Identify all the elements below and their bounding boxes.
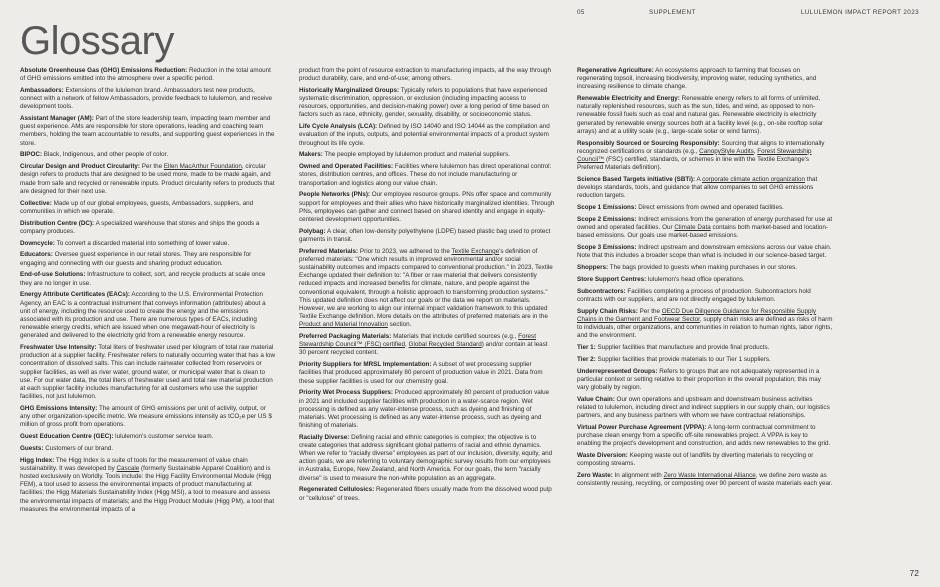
glossary-term: Owned and Operated Facilities: (299, 163, 394, 171)
glossary-definition: Keeping waste out of landfills by diverting materials to recycling or composting streams. (577, 452, 814, 468)
glossary-term: Ambassadors: (20, 87, 64, 94)
glossary-term: Makers: (299, 151, 323, 159)
glossary-definition: A subset of wet processing supplier facilities that produced approximately 80 percent of production value in 2021. Data from these supplier facilities is used for our chemistry goal. (299, 361, 543, 385)
glossary-term: Absolute Greenhouse Gas (GHG) Emissions Reduction: (20, 67, 188, 74)
glossary-term: Guests: (20, 444, 44, 452)
glossary-entry (577, 452, 833, 468)
glossary-term: Waste Diversion: (577, 452, 628, 460)
glossary-column-1 (20, 67, 276, 518)
glossary-entry (577, 244, 833, 260)
glossary-link[interactable]: CanopyStyle Audits (699, 147, 754, 155)
glossary-definition: Customers of our brand. (43, 444, 114, 452)
glossary-definition: A specialized warehouse that stores and ships the goods a company produces. (20, 219, 260, 235)
glossary-link[interactable]: Zero Waste International Alliance (663, 472, 756, 480)
glossary-term: Value Chain: (577, 395, 615, 403)
glossary-entry (577, 204, 833, 212)
glossary-term: BIPOC: (20, 151, 43, 159)
glossary-definition: Produced approximately 80 percent of production value in 2021 and included supplier facilities with production in a water-scarce region. Wet processing is defined as any water-intense process, such as dyeing and finishing of materials. Wet processing is defined as any water-intense process, such as dyeing and finishing of materials. (299, 389, 550, 429)
page-title: Glossary (20, 19, 174, 63)
glossary-term: Life Cycle Analysis (LCA): (299, 123, 378, 131)
glossary-term: Zero Waste: (577, 472, 613, 480)
glossary-entry (577, 95, 833, 136)
glossary-link[interactable]: Forest Stewardship Council™ (577, 147, 812, 163)
glossary-term: Scope 3 Emissions: (577, 244, 637, 252)
glossary-entry (20, 291, 276, 340)
glossary-term: Science Based Targets initiative (SBTi): (577, 175, 696, 183)
glossary-term: Guest Education Centre (GEC): (20, 433, 114, 441)
glossary-link[interactable]: Product and Material Innovation (299, 321, 388, 329)
glossary-entry (20, 200, 276, 216)
glossary-entry (299, 248, 555, 330)
glossary-term: Collective: (20, 199, 52, 207)
glossary-entry (20, 67, 276, 83)
glossary-term: Underrepresented Groups: (577, 367, 658, 375)
glossary-definition: , circular design refers to products that are designed to be used more, made to be made again, and made from safe and recycled or renewable inputs. Product circularity refers to products that are designed for their next use. (20, 163, 275, 195)
glossary-term: Educators: (20, 251, 53, 259)
glossary-term: Higg Index: (20, 456, 55, 464)
glossary-entry (577, 288, 833, 304)
glossary-term: Tier 1: (577, 344, 596, 352)
glossary-term: Preferred Packaging Materials: (299, 333, 392, 341)
glossary-definition: Black, Indigenous, and other people of color. (42, 151, 169, 159)
glossary-term: Scope 1 Emissions: (577, 204, 637, 212)
glossary-term: Downcycle: (20, 239, 55, 247)
glossary-definition: The bags provided to guests when making purchases in our stores. (608, 264, 798, 272)
glossary-entry (577, 264, 833, 272)
glossary-definition: Part of the store leadership team, impacting team member and guest experience. AMs are responsible for store operations, leading and coaching team members, holding the team accountable to results, and supporting guest experiences in the store. (20, 115, 275, 147)
glossary-term: Preferred Materials: (299, 247, 359, 255)
glossary-entry (20, 163, 276, 196)
glossary-definition: Indirect upstream and downstream emissions across our value chain. Note that this includes a broader scope than what is included in our science-based target. (577, 244, 832, 260)
glossary-definition: product from the point of resource extraction to manufacturing impacts, all the way through product durability, care, and end-of-use; among others. (299, 67, 552, 83)
glossary-entry (20, 251, 276, 267)
glossary-link[interactable]: Forest Stewardship Council™ (FSC) certified (299, 333, 536, 349)
glossary-term: Priority Suppliers for MRSL Implementation: (299, 361, 432, 369)
glossary-definition: Made up of our global employees, guests, Ambassadors, suppliers, and communities in which we operate. (20, 199, 254, 215)
glossary-entry (20, 87, 276, 111)
glossary-term: Energy Attribute Certificates (EACs): (20, 291, 130, 299)
glossary-definition: that develops standards, tools, and guidance that allow companies to set GHG emissions reduction targets. (577, 175, 818, 200)
glossary-link[interactable]: Global Recycled Standard (408, 341, 482, 349)
glossary-definition: contains both market-based and location-based emissions. Our goals use market-based emissions. (577, 224, 828, 240)
glossary-definition: section. (387, 321, 412, 329)
glossary-term: Store Support Centres: (577, 275, 647, 283)
glossary-entry (577, 356, 833, 364)
glossary-entry (577, 424, 833, 448)
glossary-term: Subcontractors: (577, 287, 626, 295)
glossary-definition: Our own operations and upstream and downstream business activities related to lululemon, including direct and indirect suppliers in our supply chain, our logistics partners, and any business partners with whom we have contractual relationships. (577, 395, 830, 420)
glossary-definition: Refers to groups that are not adequately represented in a particular context or setting relative to their proportion in the overall population; this may vary globally by region. (577, 367, 821, 392)
glossary-definition: Reduction in the total amount of GHG emissions emitted into the atmosphere over a specific period. (20, 67, 271, 83)
glossary-definition: , (405, 341, 409, 349)
glossary-definition: Defined by ISO 14040 and ISO 14044 as the compilation and evaluation of the inputs, outputs, and potential environmental impacts of a product system throughout its life cycle. (299, 123, 550, 147)
glossary-definition: The people employed by lululemon product and material suppliers. (322, 151, 510, 159)
glossary-entry (20, 344, 276, 401)
glossary-definition: Facilities where lululemon has direct operational control: stores, distribution centres, and offices. These do not include manufacturing or transportation and logistics along our value chain. (299, 163, 552, 187)
report-title: LULULEMON IMPACT REPORT 2023 (800, 9, 919, 16)
glossary-definition: The amount of GHG emissions per unit of activity, output, or any other organization-specific metric. We measure emissions intensity as tCO₂e per US $ million of gross profit from operations. (20, 404, 272, 429)
glossary-column-3 (577, 67, 833, 492)
glossary-entry (577, 368, 833, 392)
glossary-column-2 (299, 67, 555, 506)
glossary-link[interactable]: Textile Exchange (451, 247, 500, 255)
glossary-definition: , supply chain risks are defined as risks of harm to individuals, other organizations, and communities in relation to human rights, labor rights, and the environment. (577, 315, 833, 340)
glossary-definition: (formerly Sustainable Apparel Coalition) and is hosted exclusively on Worldly. Tools include: the Higg Facility Environmental Module (Higg FEM), a tool used to assess the environmental impacts of product manufacturing at facilities; the Higg Materials Sustainability Index (Higg MSI), a tool to measure and assess the environmental impacts of materials; and the Higg Product Module (Higg PM), a tool that measures the environmental impacts of a (20, 464, 275, 513)
glossary-entry (577, 176, 833, 200)
glossary-entry (577, 396, 833, 420)
glossary-term: Regenerated Cellulosics: (299, 486, 375, 494)
section-label: SUPPLEMENT (649, 9, 696, 16)
glossary-definition: Oversee guest experience in our retail stores. They are responsible for engaging and connecting with our guests and sharing product education. (20, 251, 252, 267)
glossary-term: Polybag: (299, 227, 326, 235)
glossary-entry (20, 405, 276, 429)
glossary-entry (299, 361, 555, 385)
glossary-definition: To convert a discarded material into something of lower value. (55, 239, 230, 247)
glossary-entry (299, 434, 555, 483)
glossary-definition: lululemon's customer service team. (113, 433, 214, 441)
glossary-term: Racially Diverse: (299, 433, 350, 441)
glossary-entry (299, 87, 555, 120)
glossary-entry (577, 140, 833, 173)
glossary-definition: Sourcing that aligns to internationally recognized certifications or standards (e.g., (577, 139, 825, 155)
glossary-entry (577, 276, 833, 284)
glossary-definition: Infrastructure to collect, sort, and recycle products at scale once they are no longer in use. (20, 271, 266, 287)
glossary-entry (299, 123, 555, 147)
glossary-definition: Prior to 2023, we adhered to the (358, 247, 452, 255)
glossary-entry (299, 151, 555, 159)
glossary-term: Supply Chain Risks: (577, 307, 638, 315)
glossary-definition: Indirect emissions from the generation of energy purchased for use at owned and operated facilities. Our (577, 215, 833, 232)
glossary-term: GHG Emissions Intensity: (20, 404, 98, 412)
glossary-definition: According to the U.S. Environmental Protection Agency, an EAC is a contractual instrument that conveys information (attributes) about a unit of energy, including the resource used to create the energy and the emissions associated with its production and use. There are numerous types of EACs, including renewable energy credits, which are issued when one megawatt-hour of electricity is generated and delivered to the electricity grid from a renewable energy resource. (20, 291, 266, 340)
glossary-entry (299, 389, 555, 430)
glossary-definition: Per the (637, 307, 662, 315)
glossary-term: Circular Design and Product Circularity: (20, 163, 141, 171)
glossary-definition: Our employee resource groups. PNs offer space and community support for employees and their allies who have historically marginalized identities. Through PNs, employees can gather and connect based on shared identity and engage in equity-centered development opportunities. (299, 191, 555, 223)
glossary-term: People Networks (PNs): (299, 191, 371, 199)
glossary-entry (577, 472, 833, 488)
glossary-definition: 's definition of preferred materials: "One which results in improved environmental and/or social sustainability outcomes and impacts compared to conventional production." In 2023, Textile Exchange updated their definition to: "A fiber or raw material that delivers consistently reduced impacts and increased benefits for climate, nature, and people against the conventional equivalent, through a holistic approach to transforming production systems." This updated definition does not affect our goals or the data we report on materials. However, we are working to align our internal impact validation framework to this updated Textile Exchange definition. More details on the attributes of preferred materials are in the (299, 247, 553, 321)
glossary-definition: Facilities completing a process of production. Subcontractors hold contracts with our suppliers, and are not directly engaged by lululemon. (577, 287, 811, 303)
glossary-definition: A clear, often low-density polyethylene (LDPE) based plastic bag used to protect garments in transit. (299, 227, 551, 243)
glossary-definition: An ecosystems approach to farming that focuses on regenerating topsoil, increasing biodiversity, improving water, reducing synthetics, and increasing resilience to climate change. (577, 67, 817, 91)
glossary-entry (299, 333, 555, 357)
glossary-definition: Direct emissions from owned and operated facilities. (636, 204, 784, 212)
glossary-entry (299, 67, 555, 83)
glossary-link[interactable]: corporate climate action organization (702, 175, 805, 183)
page-number: 72 (909, 568, 919, 578)
glossary-entry (577, 308, 833, 341)
glossary-entry (20, 457, 276, 514)
glossary-entry (299, 191, 555, 224)
glossary-definition: In alignment with (612, 472, 664, 480)
glossary-link[interactable]: Climate Data (674, 224, 711, 232)
glossary-term: Renewable Electricity and Energy: (577, 95, 680, 103)
glossary-definition: ) and/or contain at least 30 percent recycled content. (299, 341, 548, 357)
glossary-entry (20, 445, 276, 453)
glossary-definition: Regenerated fibers usually made from the dissolved wood pulp or "cellulose" of trees. (299, 486, 552, 502)
glossary-definition: Supplier facilities that provide materials to our Tier 1 suppliers. (595, 355, 771, 363)
glossary-link[interactable]: OECD Due Diligence Guidance for Responsible Supply Chains in the Garment and Footwear Sector (577, 307, 817, 323)
glossary-term: Freshwater Use Intensity: (20, 344, 97, 352)
glossary-definition: Total liters of freshwater used per kilogram of total raw material production at a supplier facility. Freshwater refers to naturally occurring water that has a low concentration of dissolved salts. This can include rainwater collected from reservoirs or supplier facilities, as well as river water, ground water, or municipal water that is clean to use. For our water data, the total liters of freshwater used and total raw material production at each supplier facility includes manufacturing for all customers who use the supplier facilities, not just lululemon. (20, 344, 276, 401)
glossary-definition: lululemon's head office operations. (646, 275, 745, 283)
glossary-definition: Defining racial and ethnic categories is complex; the objective is to create categories that address significant global patterns of racial and ethnic dynamics. When we refer to "racially diverse" employees as part of our inclusion, diversity, equity, and action goals, we are referring to voluntary demographic survey results from our employees in Australia, Europe, New Zealand, and North America. For our goals, the term "racially diverse" is used to measure the non-white population as an aggregate. (299, 433, 553, 482)
glossary-entry (20, 271, 276, 287)
glossary-definition: , we define zero waste as consistently reusing, recycling, or composting over 90 percent of waste materials each year. (577, 472, 833, 488)
glossary-entry (577, 216, 833, 240)
section-number: 05 (577, 9, 585, 16)
glossary-term: Shoppers: (577, 264, 609, 272)
glossary-definition: Materials that include certified sources (e.g., (391, 333, 519, 341)
glossary-definition: Extensions of the lululemon brand. Ambassadors test new products, connect with a network of fellow Ambassadors, provide feedback to lululemon, and receive development tools. (20, 87, 273, 111)
glossary-term: Responsibly Sourced or Sourcing Responsibly: (577, 139, 720, 147)
glossary-definition: A (695, 175, 703, 183)
glossary-entry (577, 344, 833, 352)
glossary-term: Tier 2: (577, 355, 596, 363)
glossary-link[interactable]: Cascale (116, 464, 140, 472)
glossary-entry (20, 115, 276, 148)
glossary-entry (20, 220, 276, 236)
glossary-term: Distribution Centre (DC): (20, 219, 95, 227)
glossary-definition: Per the (140, 163, 164, 171)
glossary-entry (20, 151, 276, 159)
glossary-definition: Supplier facilities that manufacture and provide final products. (595, 344, 770, 352)
glossary-term: Scope 2 Emissions: (577, 215, 637, 223)
glossary-definition: , (753, 147, 758, 155)
glossary-term: Virtual Power Purchase Agreement (VPPA): (577, 424, 707, 432)
glossary-term: Historically Marginalized Groups: (299, 87, 400, 94)
glossary-definition: (FSC) certified, standards, or schemes in line with the Textile Exchange's Preferred Materials definition). (577, 155, 810, 172)
glossary-entry (299, 163, 555, 187)
glossary-definition: The Higg Index is a suite of tools for the measurement of value chain sustainability. It was developed by (20, 456, 248, 472)
glossary-entry (299, 486, 555, 502)
glossary-term: Assistant Manager (AM): (20, 115, 94, 123)
glossary-term: End-of-use Solutions: (20, 271, 86, 279)
glossary-term: Regenerative Agriculture: (577, 67, 654, 74)
glossary-definition: Renewable energy refers to all forms of unlimited, naturally replenished resources, such as the sun, tides, and wind, as opposed to non-renewable fossil fuels such as coal and natural gas. Renewable electricity is electricity generated by renewable energy sources both at a facility level (e.g., on-site rooftop solar arrays) and at a utility scale (e.g., large-scale solar or wind farms). (577, 95, 824, 135)
glossary-term: Priority Wet Process Suppliers: (299, 389, 394, 397)
glossary-entry (20, 433, 276, 441)
glossary-definition: Typically refers to populations that have experienced systematic discrimination, oppression, or exclusion (including impacting access to resources, opportunities, and decision-making power) over a long period of time based on factors such as race, ethnicity, gender, sexuality, disability, or socioeconomic status. (299, 87, 549, 119)
glossary-entry (299, 228, 555, 244)
glossary-entry (20, 240, 276, 248)
glossary-definition: A long-term contractual commitment to purchase clean energy from a specific off-site renewables project. A VPPA is key to enabling the project's development and construction, and adds new renewables to the grid. (577, 424, 831, 448)
glossary-entry (577, 67, 833, 91)
glossary-link[interactable]: Ellen MacArthur Foundation (163, 163, 242, 171)
